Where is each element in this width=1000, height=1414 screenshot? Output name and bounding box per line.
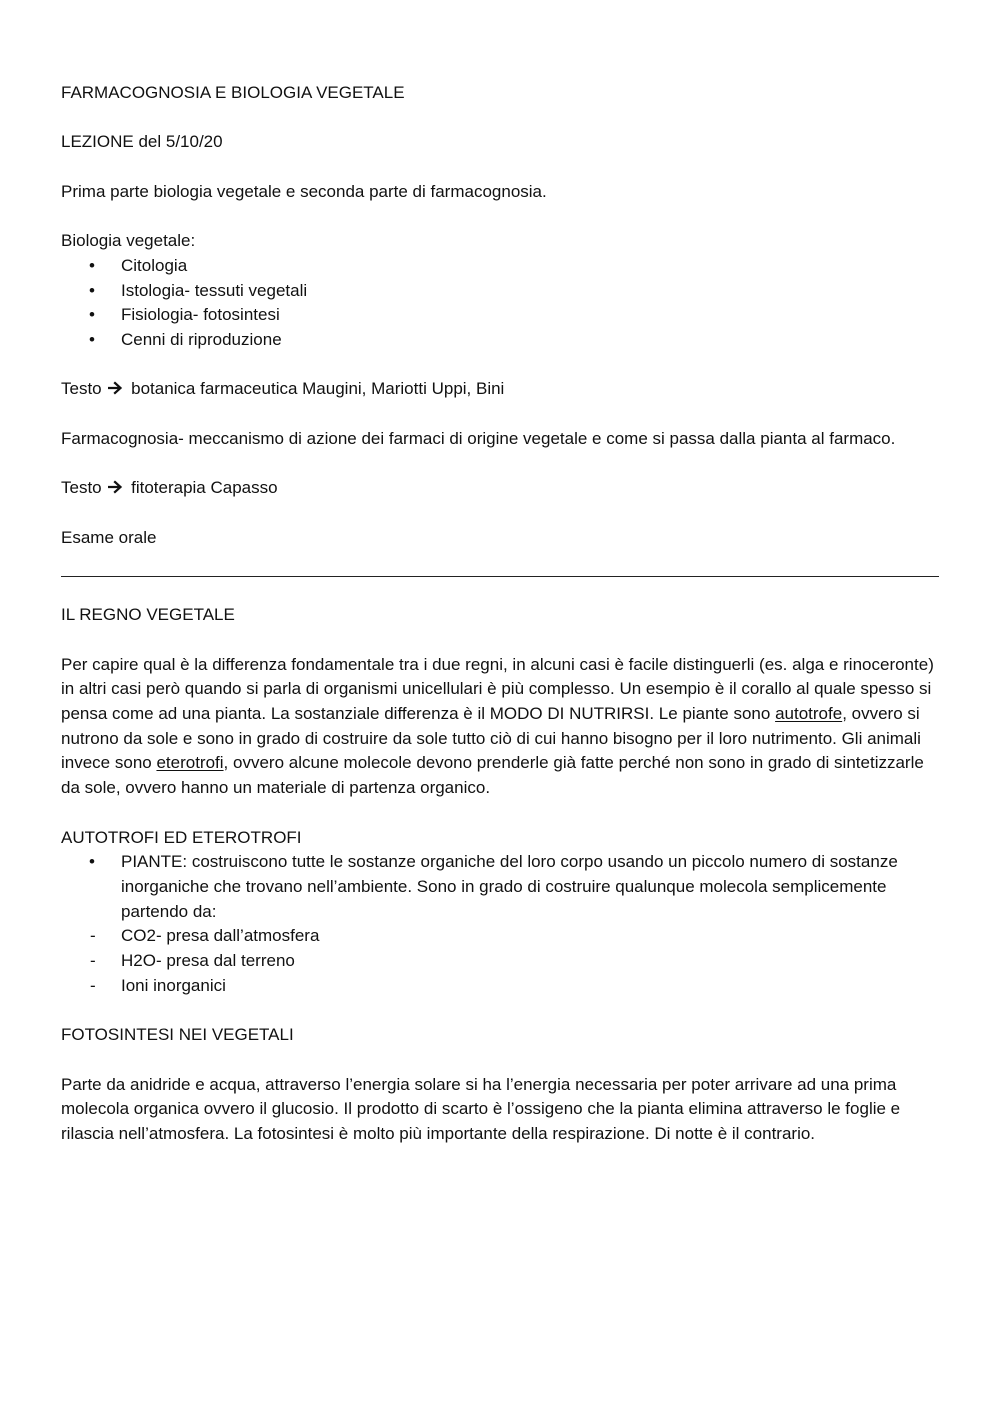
intro-paragraph: Prima parte biologia vegetale e seconda parte di farmacognosia.	[61, 181, 547, 201]
bullet-icon: •	[89, 280, 95, 300]
lesson-date: LEZIONE del 5/10/20	[61, 132, 223, 152]
document-title: FARMACOGNOSIA E BIOLOGIA VEGETALE	[61, 83, 405, 102]
list-item: - CO2- presa dall’atmosfera	[61, 924, 941, 949]
exam-type: Esame orale	[61, 527, 157, 547]
bullet-icon: •	[89, 852, 95, 872]
piante-list	[61, 850, 941, 924]
bullet-icon: •	[89, 329, 95, 349]
biologia-list	[61, 254, 941, 353]
list-item: • Istologia- tessuti vegetali	[61, 279, 941, 304]
regno-heading: IL REGNO VEGETALE	[61, 605, 235, 625]
eterotrofi-term: eterotrofi	[156, 753, 224, 773]
regno-paragraph: Per capire qual è la differenza fondamentale tra i due regni, in alcuni casi è facile distinguerli (es. alga e rinoceronte) in altri casi però quando si parla di organismi unicellulari è più complesso. Un esempio è il corallo al quale spesso si pensa come ad una pianta. La sostanziale differenza è il MODO DI NUTRIRSI. Le piante sono autotrofe, ovvero si nutrono da sole e sono in grado di costruire da sole tutto ciò di cui hanno bisogno per il loro nutrimento. Gli animali invece sono eterotrofi, ovvero alcune molecole devono prenderle già fatte perché non sono in grado di sintetizzarle da sole, ovvero hanno un materiale di partenza organico.	[61, 654, 934, 798]
list-item: - H2O- presa dal terreno	[61, 949, 941, 974]
dash-icon: -	[90, 926, 96, 946]
right-arrow-icon	[108, 381, 123, 395]
autotrofi-heading: AUTOTROFI ED ETEROTROFI	[61, 827, 302, 847]
fotosintesi-heading: FOTOSINTESI NEI VEGETALI	[61, 1025, 294, 1045]
right-arrow-icon	[108, 480, 123, 494]
bullet-icon: •	[89, 305, 95, 325]
testo-reference-2: Testo fitoterapia Capasso	[61, 478, 278, 498]
list-item: - Ioni inorganici	[61, 974, 941, 999]
list-item: • Fisiologia- fotosintesi	[61, 303, 941, 328]
autotrofe-term: autotrofe	[775, 704, 843, 724]
dash-icon: -	[90, 975, 96, 995]
farmacognosia-paragraph: Farmacognosia- meccanismo di azione dei farmaci di origine vegetale e come si passa dalla pianta al farmaco.	[61, 428, 896, 448]
list-item: • Cenni di riproduzione	[61, 328, 941, 353]
list-item: • PIANTE: costruiscono tutte le sostanze organiche del loro corpo usando un piccolo numero di sostanze inorganiche che trovano nell’ambiente. Sono in grado di costruire qualunque molecola semplicemente partendo da:	[89, 852, 898, 921]
horizontal-divider	[61, 576, 939, 577]
list-item: • Citologia	[61, 254, 941, 279]
document-page	[61, 81, 941, 1147]
inorganic-sources-list	[61, 924, 941, 998]
testo-reference-1: Testo botanica farmaceutica Maugini, Mariotti Uppi, Bini	[61, 379, 505, 399]
dash-icon: -	[90, 951, 96, 971]
bullet-icon: •	[89, 255, 95, 275]
fotosintesi-paragraph: Parte da anidride e acqua, attraverso l’energia solare si ha l’energia necessaria per poter arrivare ad una prima molecola organica ovvero il glucosio. Il prodotto di scarto è l’ossigeno che la pianta elimina attraverso le foglie e rilascia nell’atmosfera. La fotosintesi è molto più importante della respirazione. Di notte è il contrario.	[61, 1074, 901, 1143]
biologia-heading: Biologia vegetale:	[61, 231, 196, 251]
